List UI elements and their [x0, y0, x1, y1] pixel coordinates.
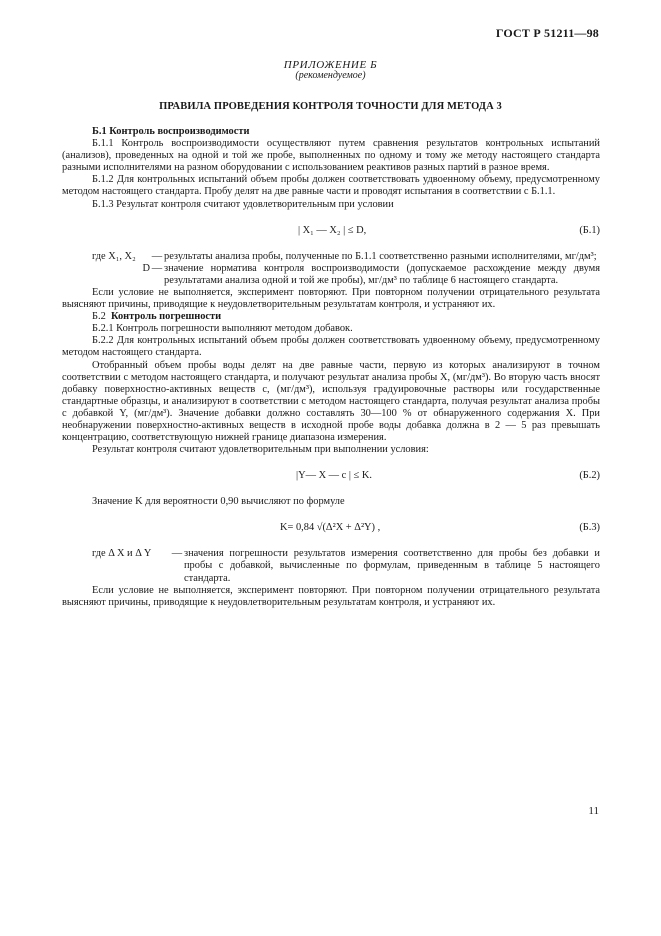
- formula-b2-number: (Б.2): [579, 470, 600, 482]
- paragraph-b2-6: Если условие не выполняется, эксперимент повторяют. При повторном получении отрицательного результата выясняют причины, приводящие к неудовлетворительным результатам контроля, и устраняют их.: [62, 584, 600, 608]
- definition-text: значения погрешности результатов измерения соответственно для пробы без добавки и пробы с добавкой, вычисленные по формулам, приведенным в таблице 5 настоящего стандарта.: [184, 548, 600, 584]
- formula-b3-number: (Б.3): [579, 522, 600, 534]
- definition-term: где Δ X и Δ Y: [92, 548, 152, 560]
- definition-dash: —: [151, 262, 163, 274]
- paragraph-b1-4: Если условие не выполняется, эксперимент повторяют. При повторном получении отрицательного результата выясняют причины, приводящие к неудовлетворительным результатам контроля, и устраняют их.: [62, 286, 600, 311]
- definition-term: где X₁, X₂: [92, 250, 136, 262]
- formula-b3: [62, 517, 600, 539]
- section-b1-heading: Б.1 Контроль воспроизводимости: [92, 126, 250, 137]
- paragraph-b2-5: Значение K для вероятности 0,90 вычисляют по формуле: [92, 496, 345, 508]
- definition-row: [62, 251, 600, 263]
- formula-b2: [62, 465, 600, 487]
- definition-dash: —: [171, 548, 183, 560]
- definition-row: [62, 548, 600, 584]
- standard-id-header: ГОСТ Р 51211—98: [495, 26, 599, 40]
- paragraph-b1-3: Б.1.3 Результат контроля считают удовлетворительным при условии: [92, 198, 394, 210]
- definitions-b1: [62, 251, 600, 287]
- appendix-title: ПРИЛОЖЕНИЕ Б: [283, 59, 378, 71]
- formula-b1-number: (Б.1): [579, 224, 600, 236]
- definition-term: D: [142, 262, 150, 274]
- section-b2-title: Контроль погрешности: [110, 311, 222, 323]
- section-b1: [62, 126, 600, 609]
- definition-text: значение норматива контроля воспроизводимости (допускаемое расхождение между двумя результатами анализа одной и той же пробы), мг/дм³ по таблице 6 настоящего стандарта.: [164, 262, 600, 286]
- page-number: 11: [588, 805, 599, 817]
- section-b2-number: Б.2: [92, 311, 106, 323]
- paragraph-b2-1: Б.2.1 Контроль погрешности выполняют методом добавок.: [92, 323, 353, 335]
- paragraph-b2-4: Результат контроля считают удовлетворительным при выполнении условия:: [92, 444, 429, 456]
- paragraph-b1-1: Б.1.1 Контроль воспроизводимости осуществляют путем сравнения результатов контрольных испытаний (анализов), проведенных на одной и той же пробе, выполненных по одному и тому же методу настоящего стандарта разными исполнителями на разном оборудовании с использованием реактивов разных партий в разное время.: [62, 138, 600, 174]
- appendix-subtitle: (рекомендуемое): [295, 70, 366, 81]
- formula-b3-expression: K= 0,84 √(Δ²X + Δ²Y) ,: [280, 522, 381, 534]
- formula-b1: [62, 220, 600, 242]
- section-b2-heading: [62, 311, 600, 323]
- paragraph-b1-2: Б.1.2 Для контрольных испытаний объем пробы должен соответствовать удвоенному объему, предусмотренному методом настоящего стандарта. Пробу делят на две равные части и проводят испытания в соответствии с Б.1.1.: [62, 174, 600, 198]
- formula-b1-expression: | X₁ — X₂ | ≤ D,: [298, 224, 367, 236]
- definition-row: [62, 263, 600, 287]
- paragraph-b2-3: Отобранный объем пробы воды делят на две равные части, первую из которых анализируют в точном соответствии с методом настоящего стандарта, и получают результат анализа пробы X, (мг/дм³). Во вторую часть вносят добавку поверхностно-активных веществ с, (мг/дм³), используя градуировочные растворы или государственные стандартные образцы, и анализируют в соответствии с методом настоящего стандарта, получая результат анализа пробы с добавкой Y, (мг/дм³). Значение добавки должно составлять 30—100 % от обнаруженного содержания X. При необнаружении поверхностно-активных веществ в исходной пробе воды добавка должна в 2 — 5 раз превышать концентрацию, соответствующую нижней границе диапазона измерения.: [62, 359, 600, 444]
- definition-text: результаты анализа пробы, полученные по Б.1.1 соответственно разными исполнителями, мг/дм³;: [164, 250, 597, 262]
- paragraph-b2-2: Б.2.2 Для контрольных испытаний объем пробы должен соответствовать удвоенному объему, предусмотренному методом настоящего стандарта.: [62, 335, 600, 359]
- formula-b2-expression: |Y— X — c | ≤ K.: [296, 470, 372, 482]
- definitions-b2: [62, 548, 600, 584]
- definition-dash: —: [151, 250, 163, 262]
- main-title: ПРАВИЛА ПРОВЕДЕНИЯ КОНТРОЛЯ ТОЧНОСТИ ДЛЯ МЕТОДА 3: [159, 101, 502, 112]
